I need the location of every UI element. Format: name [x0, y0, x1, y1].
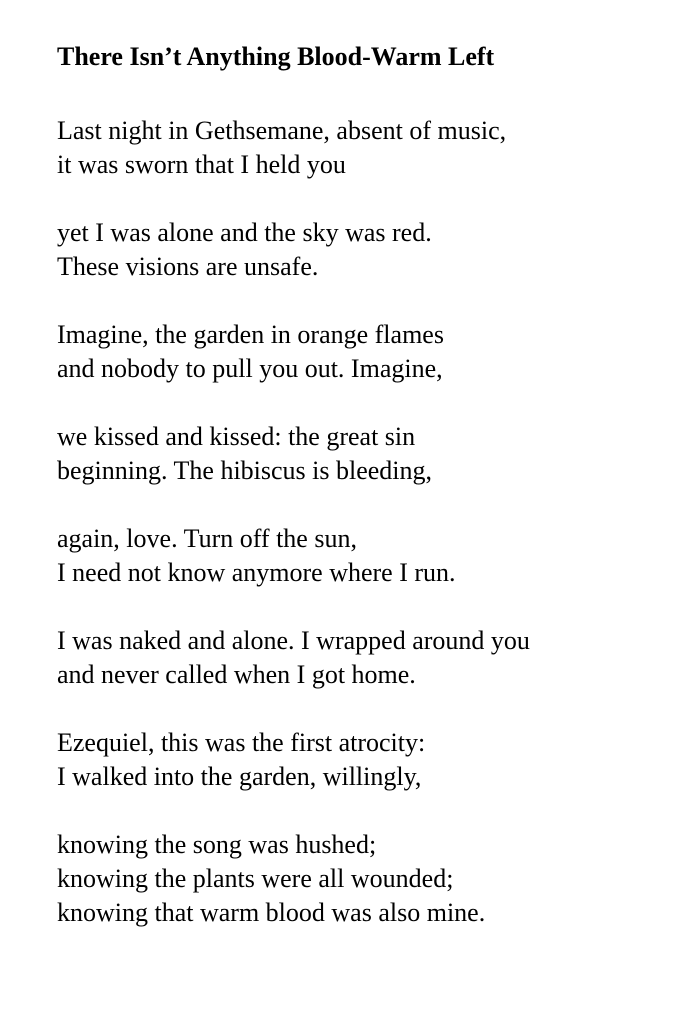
poem-line: again, love. Turn off the sun, — [57, 524, 357, 553]
poem-line: Ezequiel, this was the first atrocity: — [57, 728, 426, 757]
stanza — [57, 726, 667, 794]
poem-line: I walked into the garden, willingly, — [57, 762, 422, 791]
poem-page — [57, 40, 667, 964]
stanza — [57, 522, 667, 590]
poem-line: and nobody to pull you out. Imagine, — [57, 354, 443, 383]
stanza — [57, 624, 667, 692]
poem-line: it was sworn that I held you — [57, 150, 346, 179]
poem-line: knowing that warm blood was also mine. — [57, 898, 486, 927]
poem-line: I need not know anymore where I run. — [57, 558, 456, 587]
poem-line: beginning. The hibiscus is bleeding, — [57, 456, 433, 485]
poem-line: and never called when I got home. — [57, 660, 416, 689]
stanza — [57, 114, 667, 182]
poem-body — [57, 114, 667, 930]
poem-line: yet I was alone and the sky was red. — [57, 218, 432, 247]
stanza — [57, 828, 667, 930]
poem-title: There Isn’t Anything Blood-Warm Left — [57, 42, 495, 71]
poem-line: knowing the song was hushed; — [57, 830, 377, 859]
poem-line: Imagine, the garden in orange flames — [57, 320, 444, 349]
stanza — [57, 318, 667, 386]
poem-line: we kissed and kissed: the great sin — [57, 422, 416, 451]
poem-line: Last night in Gethsemane, absent of music, — [57, 116, 507, 145]
stanza — [57, 420, 667, 488]
poem-line: I was naked and alone. I wrapped around you — [57, 626, 530, 655]
poem-line: knowing the plants were all wounded; — [57, 864, 454, 893]
stanza — [57, 216, 667, 284]
poem-line: These visions are unsafe. — [57, 252, 319, 281]
